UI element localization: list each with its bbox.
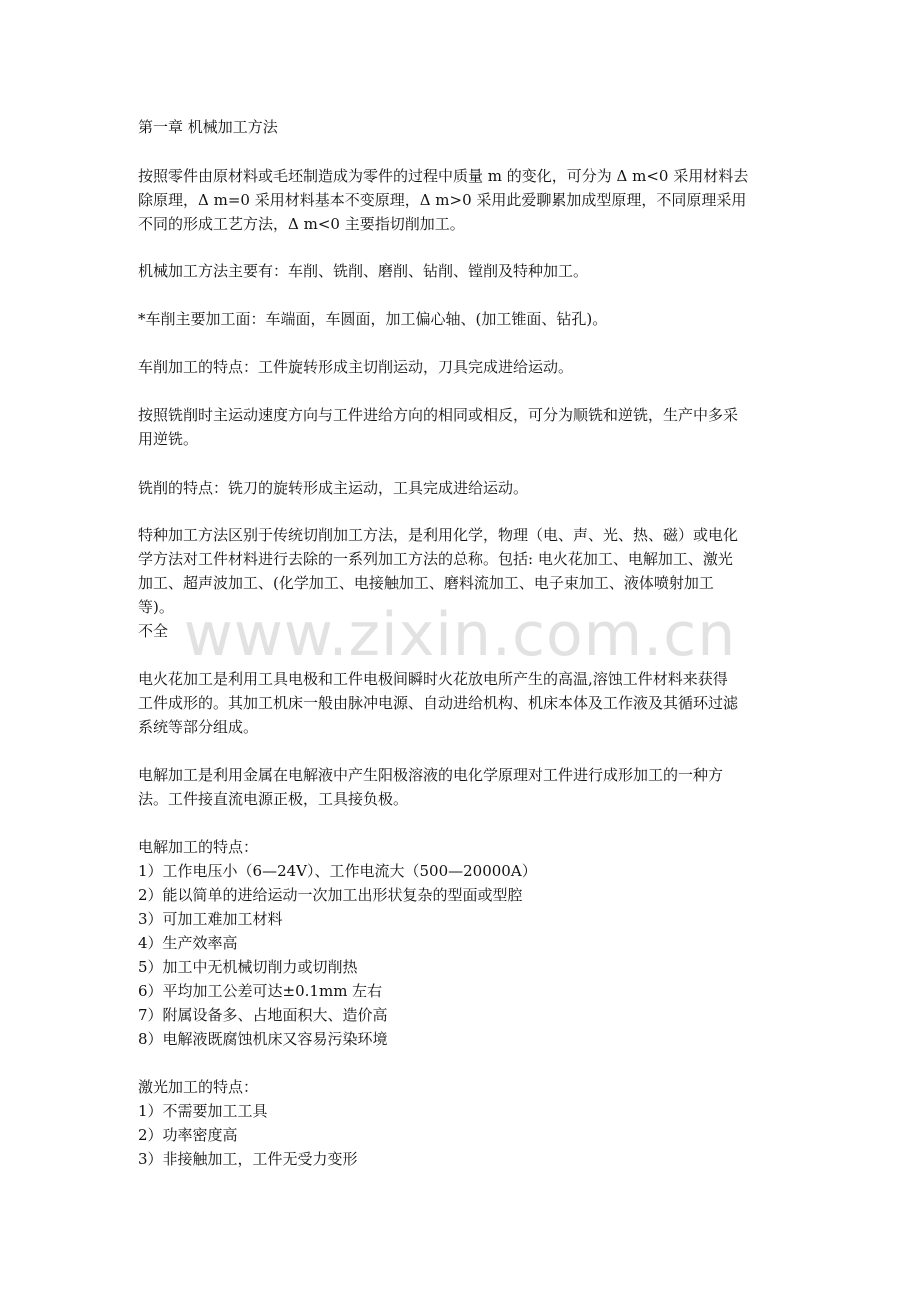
list-item: 7）附属设备多、占地面积大、造价高 (138, 1006, 388, 1024)
paragraph-line: 用逆铣。 (138, 430, 199, 448)
paragraph-line: 不同的形成工艺方法，Δ m<0 主要指切削加工。 (138, 215, 465, 233)
paragraph-line: 特种加工方法区别于传统切削加工方法，是利用化学，物理（电、声、光、热、磁）或电化 (138, 526, 739, 544)
paragraph-line: 除原理，Δ m=0 采用材料基本不变原理，Δ m>0 采用此爱聊累加成型原理，不同原理采用 (138, 191, 747, 209)
list-item: 3）非接触加工，工件无受力变形 (138, 1150, 358, 1168)
list-item: 3）可加工难加工材料 (138, 910, 283, 928)
list-item: 5）加工中无机械切削力或切削热 (138, 958, 358, 976)
list-item: 2）功率密度高 (138, 1126, 238, 1144)
paragraph-line: 机械加工方法主要有：车削、铣削、磨削、钻削、镗削及特种加工。 (138, 262, 589, 280)
list-item: 6）平均加工公差可达±0.1mm 左右 (138, 982, 383, 1000)
paragraph-line: 工件成形的。其加工机床一般由脉冲电源、自动进给机构、机床本体及工作液及其循环过滤 (138, 694, 739, 712)
paragraph-line: 电火花加工是利用工具电极和工件电极间瞬时火花放电所产生的高温,溶蚀工件材料来获得 (138, 670, 728, 688)
section-heading: 激光加工的特点： (138, 1078, 259, 1096)
paragraph-line: 车削加工的特点：工件旋转形成主切削运动，刀具完成进给运动。 (138, 358, 574, 376)
list-item: 2）能以简单的进给运动一次加工出形状复杂的型面或型腔 (138, 886, 523, 904)
chapter-title: 第一章 机械加工方法 (138, 118, 278, 136)
paragraph-line: 不全 (138, 622, 169, 640)
list-item: 1）工作电压小（6—24V）、工作电流大（500—20000A） (138, 862, 537, 880)
paragraph-line: 按照铣削时主运动速度方向与工件进给方向的相同或相反，可分为顺铣和逆铣，生产中多采 (138, 406, 739, 424)
paragraph-line: 学方法对工件材料进行去除的一系列加工方法的总称。包括: 电火花加工、电解加工、激光 (138, 550, 733, 568)
paragraph-line: 法。工件接直流电源正极，工具接负极。 (138, 790, 409, 808)
paragraph-line: 电解加工是利用金属在电解液中产生阳极溶液的电化学原理对工件进行成形加工的一种方 (138, 766, 724, 784)
paragraph-line: 系统等部分组成。 (138, 718, 259, 736)
list-item: 1）不需要加工工具 (138, 1102, 268, 1120)
paragraph-line: 按照零件由原材料或毛坯制造成为零件的过程中质量 m 的变化，可分为 Δ m<0 采用材料去 (138, 167, 749, 185)
list-item: 4）生产效率高 (138, 934, 238, 952)
paragraph-line: 加工、超声波加工、(化学加工、电接触加工、磨料流加工、电子束加工、液体喷射加工 (138, 574, 714, 592)
list-item: 8）电解液既腐蚀机床又容易污染环境 (138, 1030, 388, 1048)
paragraph-line: 铣削的特点：铣刀的旋转形成主运动，工具完成进给运动。 (138, 479, 529, 497)
section-heading: 电解加工的特点： (138, 838, 259, 856)
paragraph-line: *车削主要加工面：车端面，车圆面，加工偏心轴、(加工锥面、钻孔)。 (138, 310, 608, 328)
paragraph-line: 等)。 (138, 598, 174, 616)
watermark: www.zixin.com.cn (183, 600, 737, 670)
